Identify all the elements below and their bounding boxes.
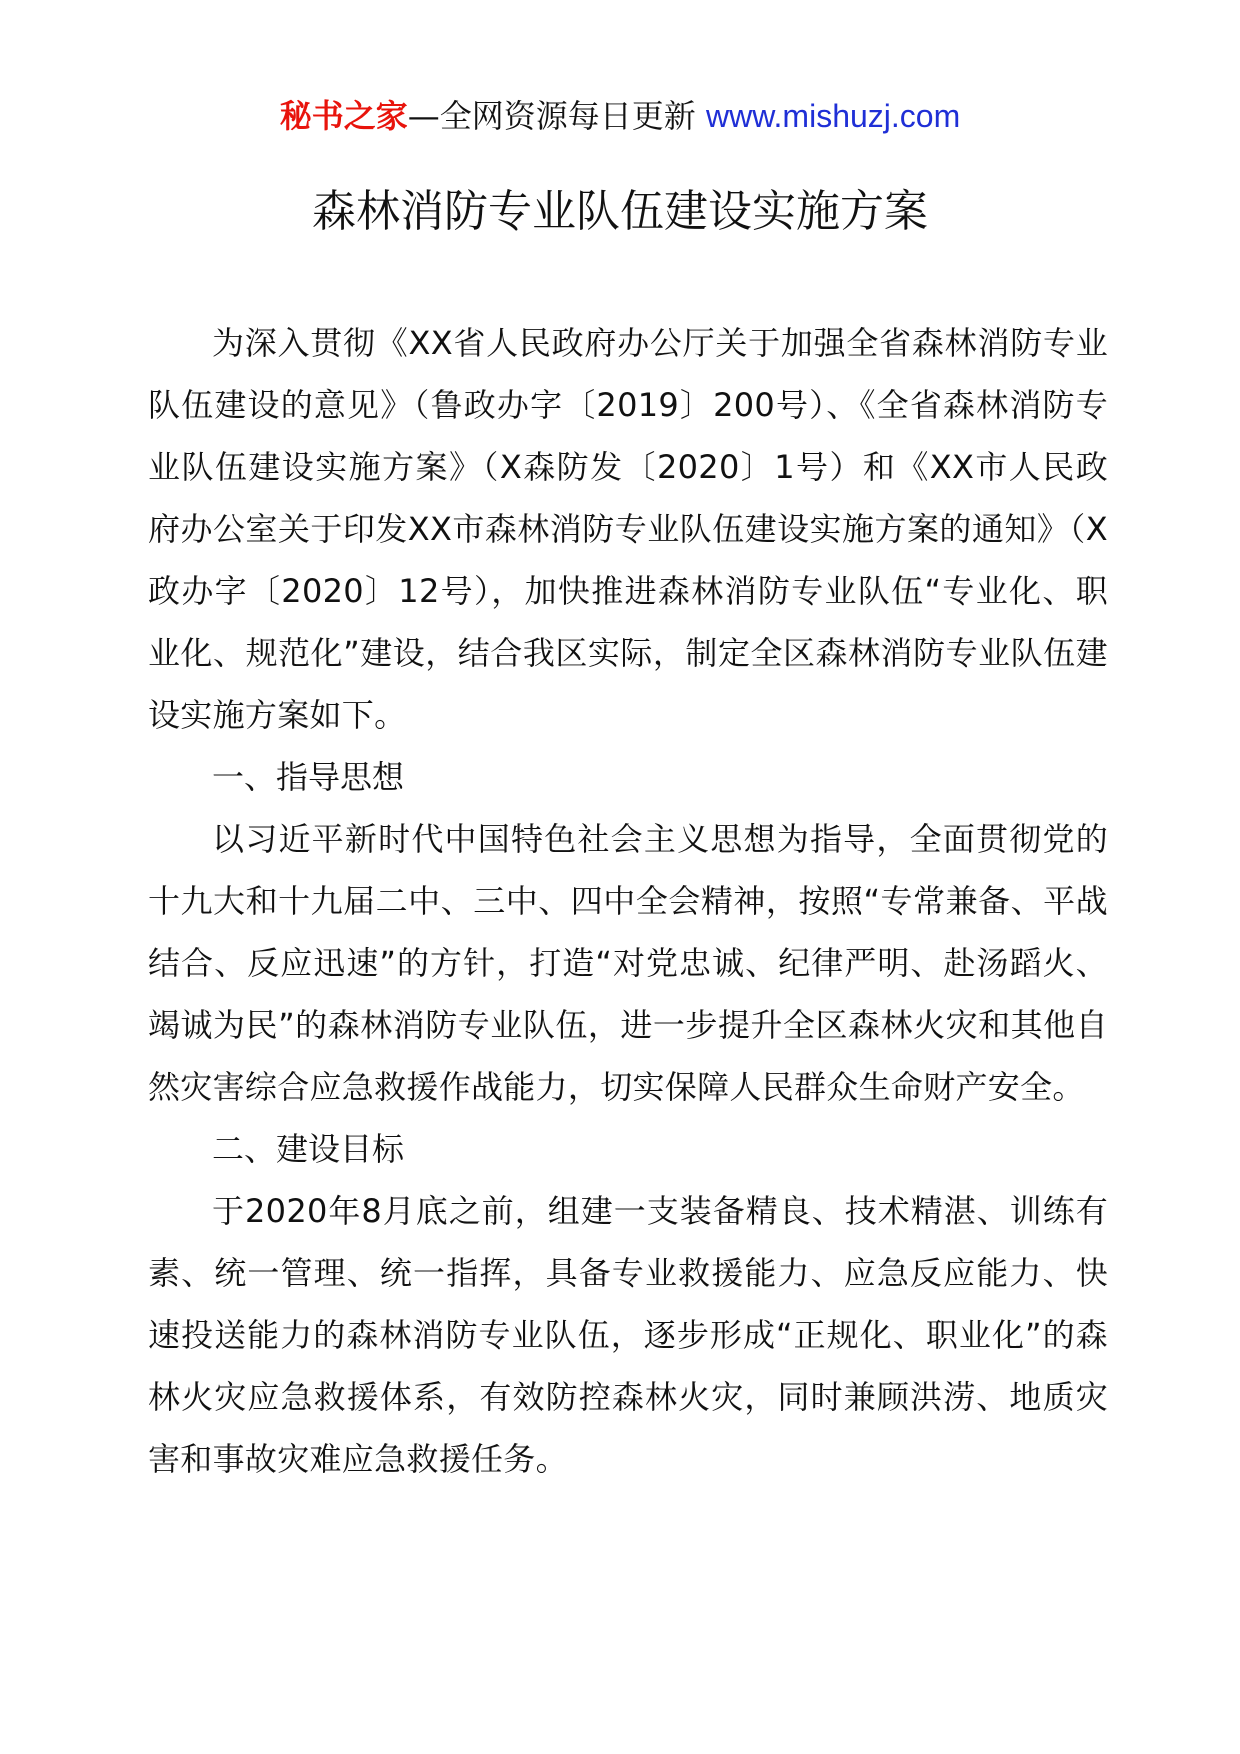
brand-name: 秘书之家 — [279, 97, 408, 135]
header-tagline: —全网资源每日更新 — [407, 97, 696, 135]
site-url-link[interactable]: www.mishuzj.com — [705, 98, 961, 134]
section-heading-guiding-ideology: 一、指导思想 — [212, 758, 405, 796]
document-body — [148, 312, 1108, 1490]
document-title: 森林消防专业队伍建设实施方案 — [312, 186, 928, 237]
site-header — [0, 96, 1240, 136]
intro-paragraph: 为深入贯彻《XX省人民政府办公厅关于加强全省森林消防专业队伍建设的意见》（鲁政办字〔2019〕200号）、《全省森林消防专业队伍建设实施方案》（X森防发〔2020〕1号）和《XX市人民政府办公室关于印发XX市森林消防专业队伍建设实施方案的通知》（X政办字〔2020〕12号），加快推进森林消防专业队伍“专业化、职业化、规范化”建设，结合我区实际，制定全区森林消防专业队伍建设实施方案如下。 — [148, 324, 1108, 734]
section-body-guiding-ideology: 以习近平新时代中国特色社会主义思想为指导，全面贯彻党的十九大和十九届二中、三中、四中全会精神，按照“专常兼备、平战结合、反应迅速”的方针，打造“对党忠诚、纪律严明、赴汤蹈火、竭诚为民”的森林消防专业队伍，进一步提升全区森林火灾和其他自然灾害综合应急救援作战能力，切实保障人民群众生命财产安全。 — [148, 820, 1108, 1106]
section-body-construction-goals: 于2020年8月底之前，组建一支装备精良、技术精湛、训练有素、统一管理、统一指挥，具备专业救援能力、应急反应能力、快速投送能力的森林消防专业队伍，逐步形成“正规化、职业化”的森林火灾应急救援体系，有效防控森林火灾，同时兼顾洪涝、地质灾害和事故灾难应急救援任务。 — [148, 1192, 1108, 1478]
section-heading-construction-goals: 二、建设目标 — [212, 1130, 405, 1168]
